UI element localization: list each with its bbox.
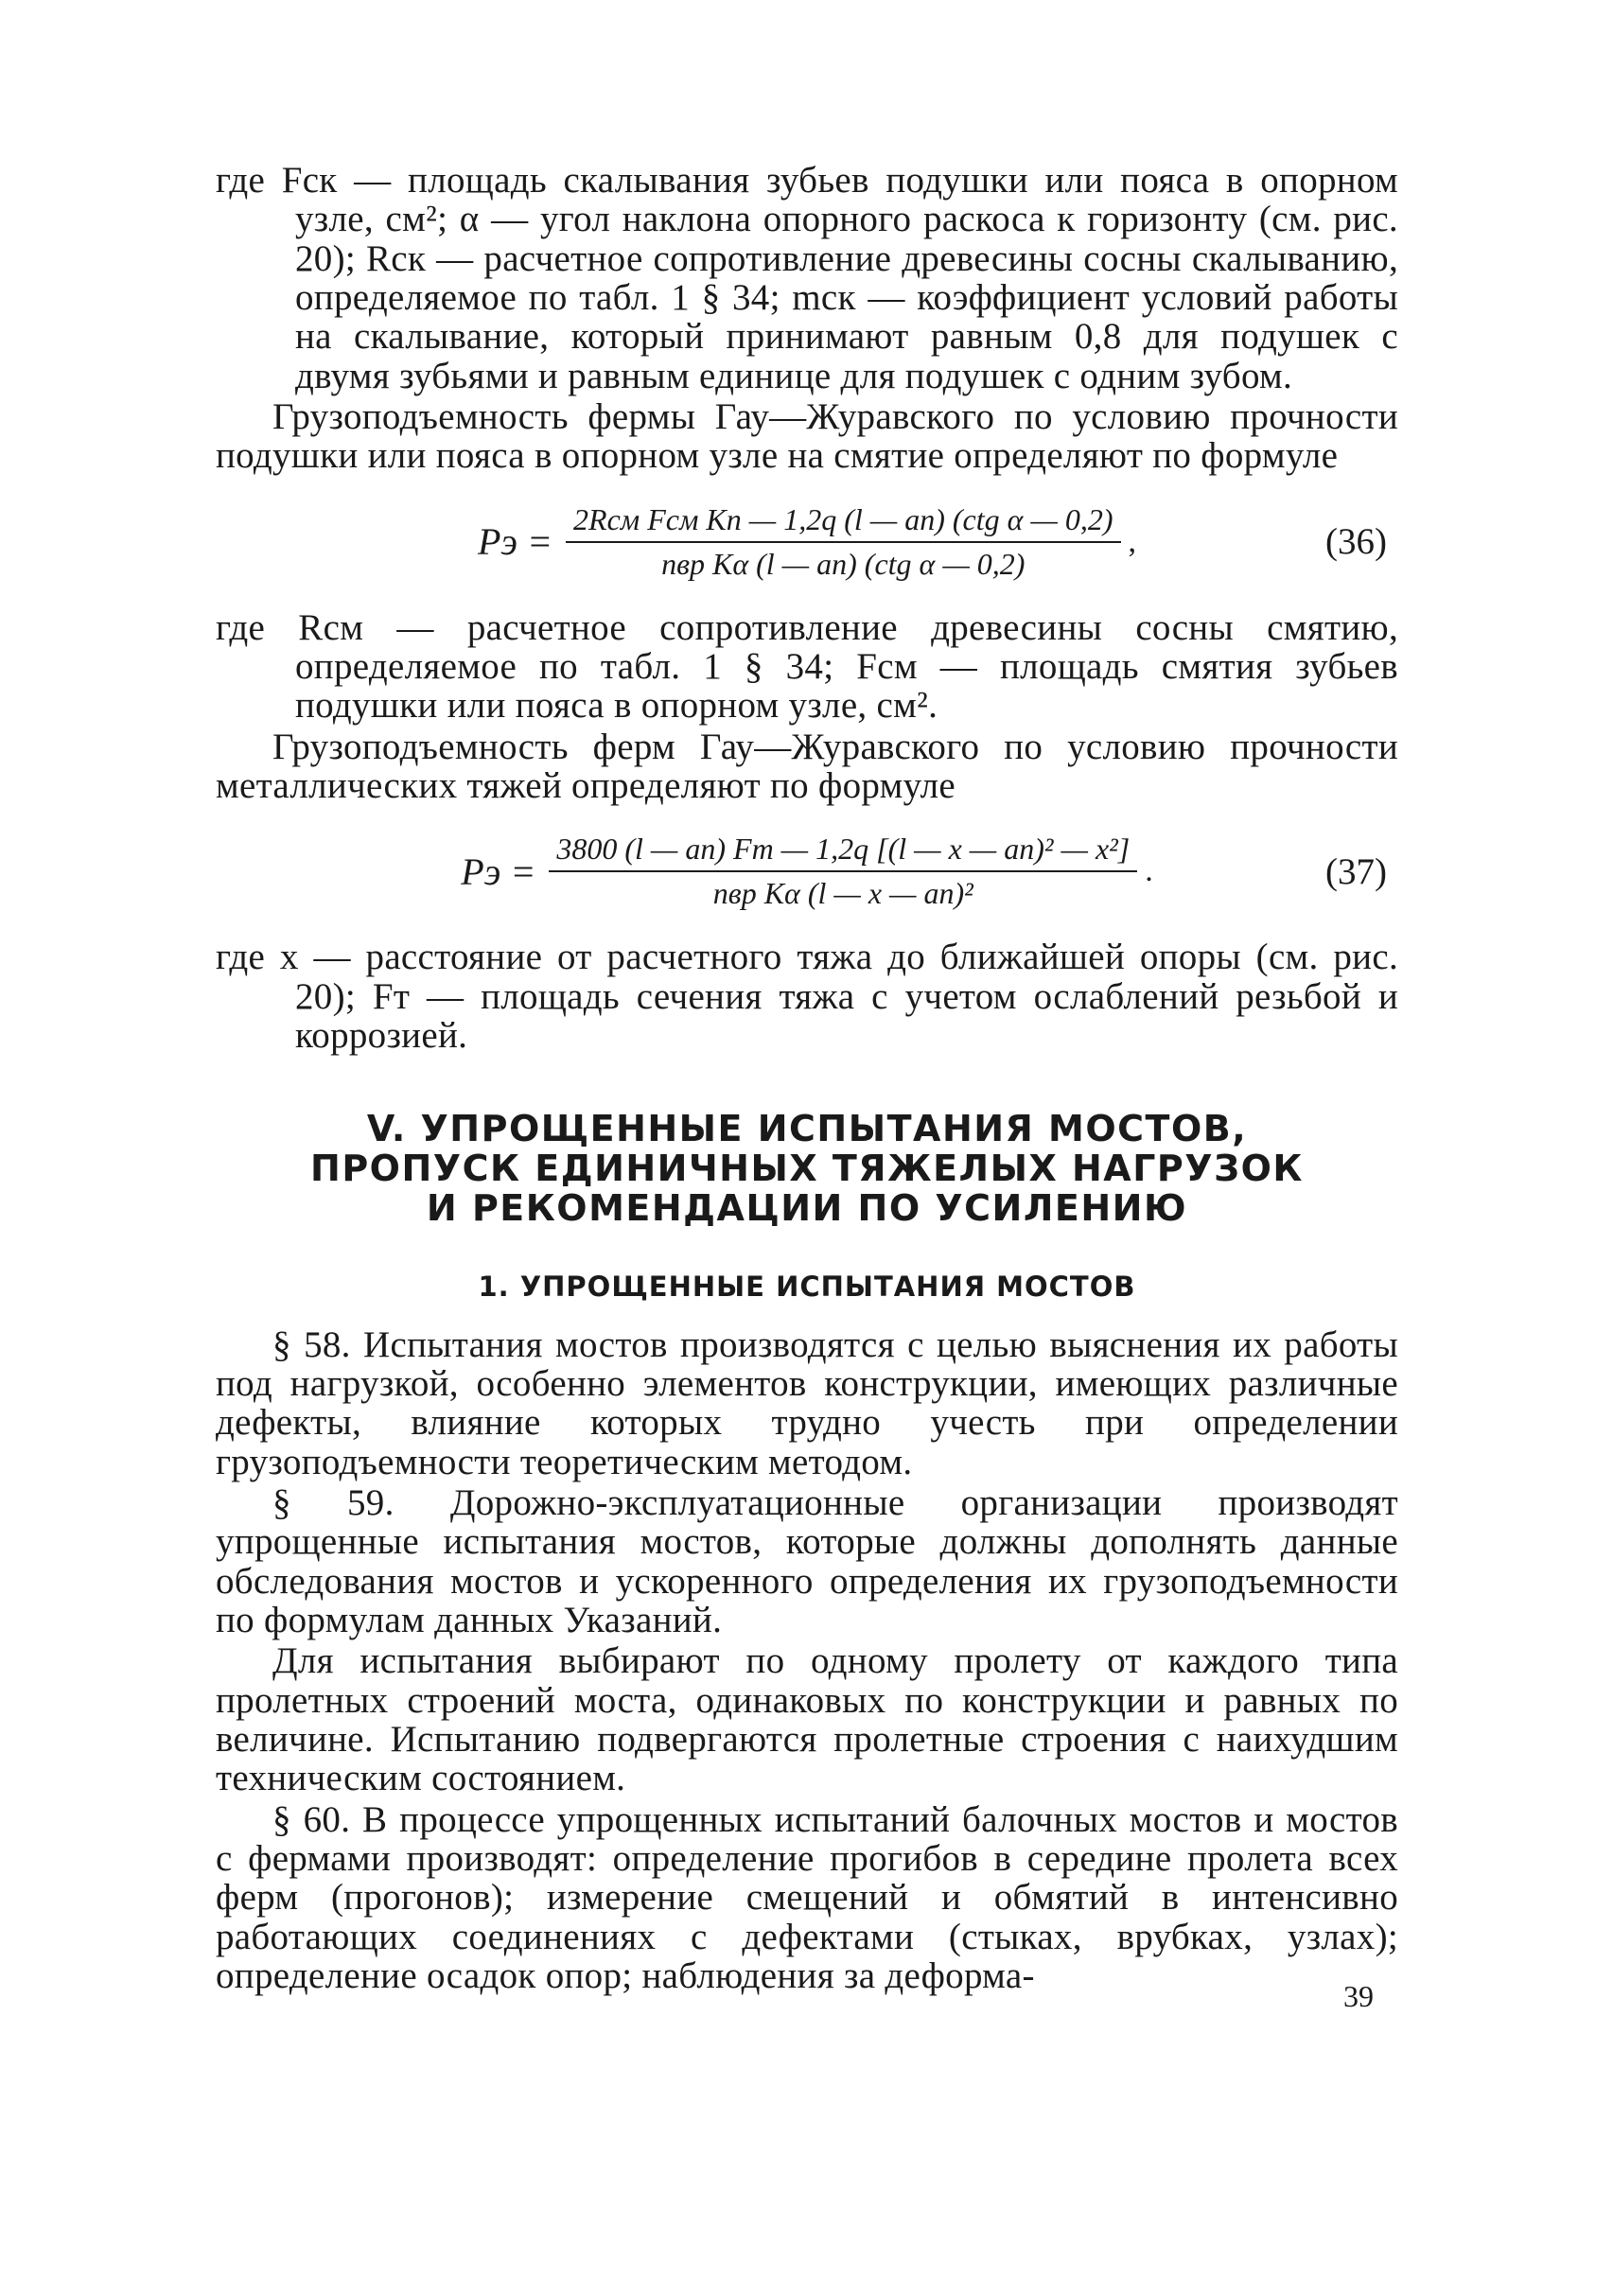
paragraph-59: § 59. Дорожно-эксплуатационные организации производят упрощенные испытания мостов, которые должны дополнять данные обследования мостов и ускоренного определения их грузоподъемности по формулам данных Указаний.: [216, 1481, 1398, 1640]
formula-37-denominator: nвр Kα (l — x — aп)²: [712, 876, 973, 911]
paragraph-definitions-rsm: где Rсм — расчетное сопротивление древесины сосны смятию, определяемое по табл. 1 § 34; Fсм — площадь смятия зубьев подушки или пояса в опорном узле, см².: [216, 606, 1398, 727]
formula-37-number: (37): [1325, 850, 1387, 892]
formula-37-numerator: 3800 (l — aп) Fт — 1,2q [(l — x — aп)² — x²]: [549, 832, 1137, 872]
page-content: [216, 161, 1398, 1995]
formula-37-lhs: Pэ =: [461, 850, 536, 893]
paragraph-definitions-fsk: где Fск — площадь скалывания зубьев подушки или пояса в опорном узле, см²; α — угол наклона опорного раскоса к горизонту (см. рис. 20); Rск — расчетное сопротивление древесины сосны скалыванию, определяемое по табл. 1 § 34; mск — коэффициент условий работы на скалывание, который принимают равным 0,8 для подушек с двумя зубьями и равным единице для подушек с одним зубом.: [216, 160, 1398, 396]
formula-36-denominator: nвр Kα (l — aп) (ctg α — 0,2): [661, 546, 1026, 581]
formula-37: [216, 832, 1398, 911]
section-heading: [216, 1110, 1398, 1228]
formula-36-number: (36): [1325, 521, 1387, 563]
section-heading-line-2: ПРОПУСК ЕДИНИЧНЫХ ТЯЖЕЛЫХ НАГРУЗОК: [310, 1148, 1304, 1190]
formula-36-punctuation: ,: [1128, 523, 1136, 559]
formula-37-fraction: [549, 832, 1137, 911]
formula-36-lhs: Pэ =: [477, 520, 553, 564]
paragraph-58: § 58. Испытания мостов производятся с целью выяснения их работы под нагрузкой, особенно элементов конструкции, имеющих различные дефекты, влияние которых трудно учесть при определении грузоподъемности теоретическим методом.: [216, 1323, 1398, 1482]
paragraph-crushing-capacity: Грузоподъемность фермы Гау—Журавского по условию прочности подушки или пояса в опорном узле на смятие определяют по формуле: [216, 395, 1398, 477]
formula-36-fraction: [566, 502, 1120, 582]
subsection-heading: 1. УПРОЩЕННЫЕ ИСПЫТАНИЯ МОСТОВ: [478, 1270, 1136, 1303]
formula-37-punctuation: .: [1145, 853, 1153, 889]
section-heading-line-1: V. УПРОЩЕННЫЕ ИСПЫТАНИЯ МОСТОВ,: [366, 1108, 1248, 1150]
formula-36: [216, 502, 1398, 582]
formula-36-numerator: 2Rсм Fсм Kп — 1,2q (l — aп) (ctg α — 0,2): [566, 502, 1120, 543]
paragraph-60: § 60. В процессе упрощенных испытаний балочных мостов и мостов с фермами производят: определение прогибов в середине пролета всех ферм (прогонов); измерение смещений и обмятий в интенсивно работающих соединениях с дефектами (стыках, врубках, узлах); определение осадок опор; наблюдения за деформа-: [216, 1798, 1398, 1996]
paragraph-test-selection: Для испытания выбирают по одному пролету от каждого типа пролетных строений моста, одинаковых по конструкции и равных по величине. Испытанию подвергаются пролетные строения с наихудшим техническим состоянием.: [216, 1640, 1398, 1799]
page-number: 39: [1343, 1979, 1374, 2013]
paragraph-definitions-x: где x — расстояние от расчетного тяжа до ближайшей опоры (см. рис. 20); Fт — площадь сечения тяжа с учетом ослаблений резьбой и коррозией.: [216, 937, 1398, 1056]
paragraph-rod-capacity: Грузоподъемность ферм Гау—Журавского по условию прочности металлических тяжей определяют по формуле: [216, 726, 1398, 806]
section-heading-line-3: И РЕКОМЕНДАЦИИ ПО УСИЛЕНИЮ: [426, 1186, 1188, 1229]
